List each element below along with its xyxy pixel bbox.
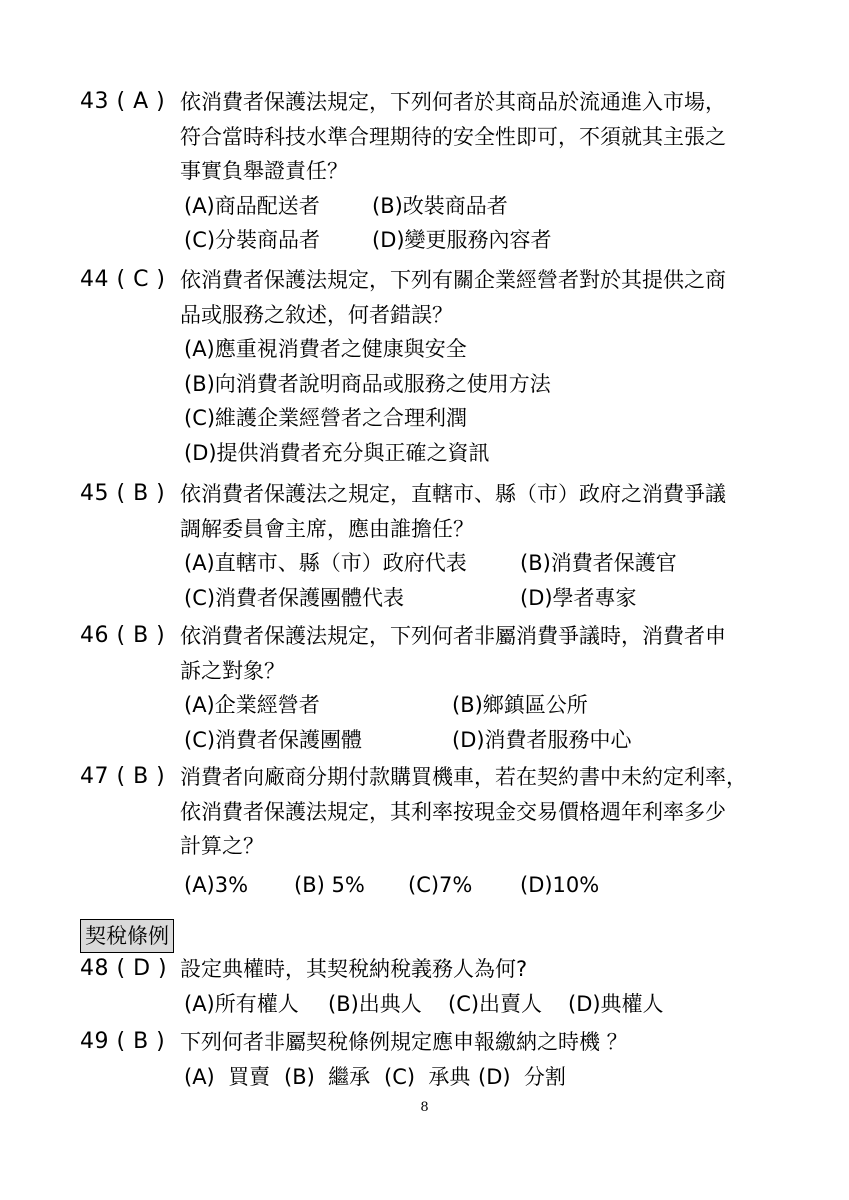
option-b: (B) 繼承 [284, 1064, 371, 1089]
option-d: (D)典權人 [568, 991, 664, 1016]
question-stem [180, 619, 780, 757]
option-c: (C)分裝商品者 [184, 228, 321, 252]
options-row [180, 223, 780, 258]
option-d: (D)消費者服務中心 [452, 727, 632, 752]
option-d: (D)提供消費者充分與正確之資訊 [184, 440, 490, 465]
option-b: (B)改裝商品者 [372, 193, 508, 218]
question-stem [180, 263, 780, 470]
option-b: (B)鄉鎮區公所 [452, 693, 588, 717]
stem-line: 依消費者保護法規定，其利率按現金交易價格週年利率多少 [180, 799, 726, 824]
stem-line: 依消費者保護法之規定，直轄市、縣（市）政府之消費爭議 [180, 482, 726, 506]
options-row [180, 189, 780, 224]
options-row [180, 546, 780, 581]
question-number: 43 ( A ) [80, 89, 166, 114]
stem-line: 依消費者保護法規定，下列何者於其商品於流通進入市場， [180, 90, 726, 114]
option-c: (C)出賣人 [448, 991, 543, 1016]
option-b: (B)消費者保護官 [520, 551, 677, 575]
question-stem [180, 85, 780, 258]
stem-line: 品或服務之敘述，何者錯誤？ [180, 302, 453, 327]
options-row [180, 332, 780, 367]
options-row [180, 868, 780, 903]
option-a: (A)商品配送者 [184, 193, 320, 218]
option-a: (A) 買賣 [184, 1064, 271, 1089]
stem-line: 事實負舉證責任？ [180, 159, 348, 183]
options-row [180, 688, 780, 723]
option-c: (C)7% [408, 872, 473, 897]
question-stem [180, 1025, 780, 1094]
question-stem [180, 760, 780, 902]
page-number: 8 [420, 1100, 429, 1115]
option-a: (A)3% [184, 872, 249, 897]
option-c: (C)消費者保護團體 [184, 727, 363, 752]
options-row [180, 401, 780, 436]
option-a: (A)直轄市、縣（市）政府代表 [184, 551, 467, 575]
options-row [180, 987, 780, 1022]
stem-line: 計算之？ [180, 834, 264, 858]
option-c: (C)消費者保護團體代表 [184, 585, 405, 610]
stem-line: 依消費者保護法規定，下列有關企業經營者對於其提供之商 [180, 268, 726, 292]
question-number: 47 ( B ) [80, 764, 166, 789]
stem-line: 下列何者非屬契稅條例規定應申報繳納之時機 ？ [180, 1030, 628, 1054]
stem-line: 符合當時科技水準合理期待的安全性即可，不須就其主張之 [180, 124, 726, 149]
options-row [180, 436, 780, 471]
section-title: 契稅條例 [80, 919, 174, 953]
stem-line: 調解委員會主席，應由誰擔任？ [180, 516, 474, 541]
option-d: (D)變更服務內容者 [372, 228, 552, 252]
option-b: (B)向消費者說明商品或服務之使用方法 [184, 371, 551, 396]
stem-line: 消費者向廠商分期付款購買機車，若在契約書中未約定利率， [180, 765, 747, 789]
question-number: 46 ( B ) [80, 623, 166, 648]
option-a: (A)所有權人 [184, 991, 299, 1016]
option-c: (C)維護企業經營者之合理利潤 [184, 406, 468, 430]
option-a: (A)企業經營者 [184, 693, 320, 717]
option-b: (B) 5% [294, 872, 365, 897]
option-a: (A)應重視消費者之健康與安全 [184, 337, 467, 361]
question-number: 49 ( B ) [80, 1029, 166, 1054]
options-row [180, 723, 780, 758]
options-row [180, 581, 780, 616]
stem-line: 訴之對象？ [180, 658, 285, 683]
question-stem [180, 477, 780, 615]
stem-line: 依消費者保護法規定，下列何者非屬消費爭議時，消費者申 [180, 624, 726, 648]
option-d: (D)10% [520, 872, 600, 897]
question-stem [180, 952, 780, 1021]
question-number: 44 ( C ) [80, 267, 166, 292]
stem-line: 設定典權時，其契稅納稅義務人為何? [180, 957, 528, 981]
options-row [180, 367, 780, 402]
question-number: 45 ( B ) [80, 481, 166, 506]
option-b: (B)出典人 [328, 991, 422, 1016]
option-c: (C) 承典 [384, 1064, 471, 1089]
options-row [180, 1060, 780, 1095]
option-d: (D) 分割 [478, 1064, 566, 1089]
option-d: (D)學者專家 [520, 585, 637, 610]
question-number: 48 ( D ) [80, 956, 168, 981]
